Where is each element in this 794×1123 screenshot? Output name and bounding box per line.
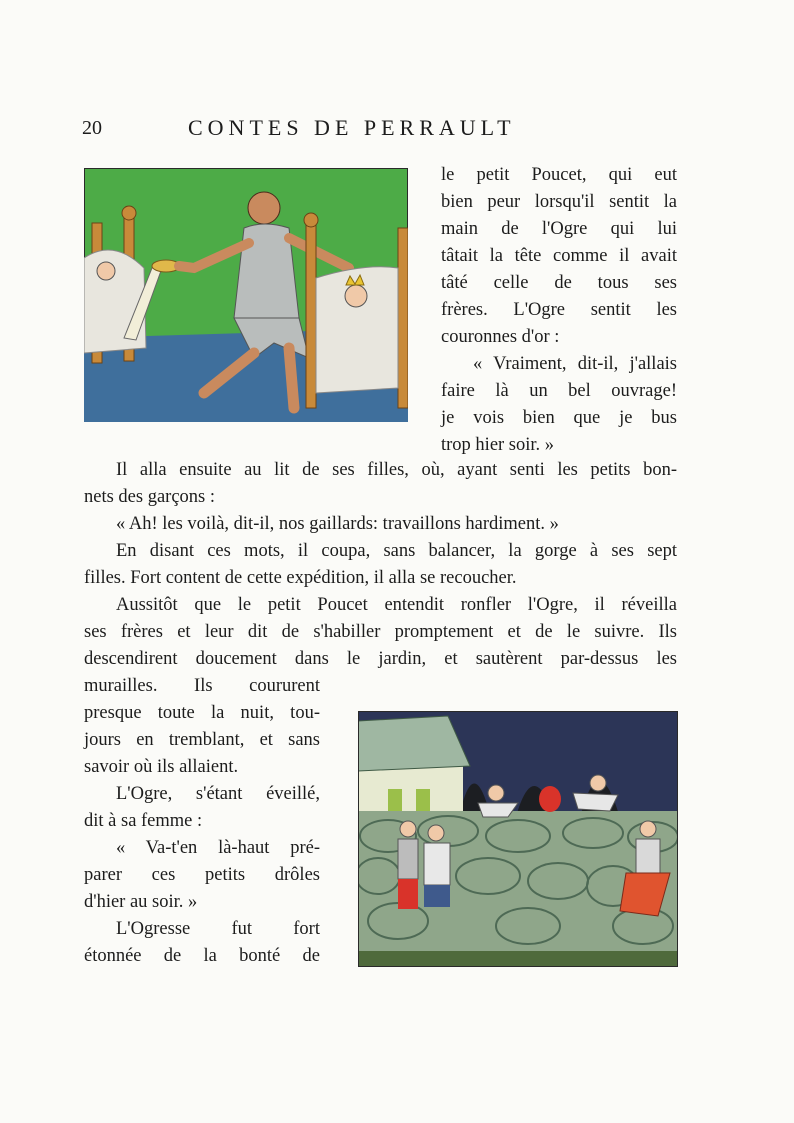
text-line: je vois bien que je bus [441,408,677,428]
escape-wall-picture [358,711,678,967]
running-title: CONTES DE PERRAULT [188,115,516,140]
text-line: « Vraiment, dit-il, j'allais [473,354,677,374]
top-column-text [441,162,677,459]
text-line: parer ces petits drôles [84,865,320,885]
illustration-escape-wall [358,711,678,967]
text-line: filles. Fort content de cette expédition, il alla se recoucher. [84,568,517,588]
bottom-column-text [84,673,320,970]
text-line: d'hier au soir. » [84,892,198,912]
ogre-bedroom-picture [84,168,408,422]
text-line: presque toute la nuit, tou- [84,703,320,723]
text-line: bien peur lorsqu'il sentit la [441,192,677,212]
text-line: savoir où ils allaient. [84,757,239,777]
text-line: étonnée de la bonté de [84,946,320,966]
text-line: trop hier soir. » [441,435,555,455]
text-line: nets des garçons : [84,487,216,507]
page-number: 20 [82,117,102,139]
text-line: couronnes d'or : [441,327,560,347]
text-line: Il alla ensuite au lit de ses filles, où, ayant senti les petits bon- [116,460,677,480]
text-line: murailles. Ils coururent [84,676,320,696]
text-line: ses frères et leur dit de s'habiller promptement et de le suivre. Ils [84,622,677,642]
text-line: frères. L'Ogre sentit les [441,300,677,320]
text-line: tâtait la tête comme il avait [441,246,677,266]
full-width-text [84,457,677,673]
text-line: jours en tremblant, et sans [84,730,320,750]
text-line: L'Ogre, s'étant éveillé, [116,784,320,804]
text-line: « Ah! les voilà, dit-il, nos gaillards: travaillons hardiment. » [116,514,559,534]
text-line: faire là un bel ouvrage! [441,381,677,401]
text-line: dit à sa femme : [84,811,203,831]
text-line: descendirent doucement dans le jardin, et sautèrent par-dessus les [84,649,677,669]
text-line: L'Ogresse fut fort [116,919,320,939]
text-line: « Va-t'en là-haut pré- [116,838,320,858]
illustration-ogre-bedroom [84,168,408,422]
text-line: En disant ces mots, il coupa, sans balancer, la gorge à ses sept [116,541,677,561]
text-line: main de l'Ogre qui lui [441,219,677,239]
text-line: tâté celle de tous ses [441,273,677,293]
text-line: Aussitôt que le petit Poucet entendit ronfler l'Ogre, il réveilla [116,595,677,615]
text-line: le petit Poucet, qui eut [441,165,677,185]
